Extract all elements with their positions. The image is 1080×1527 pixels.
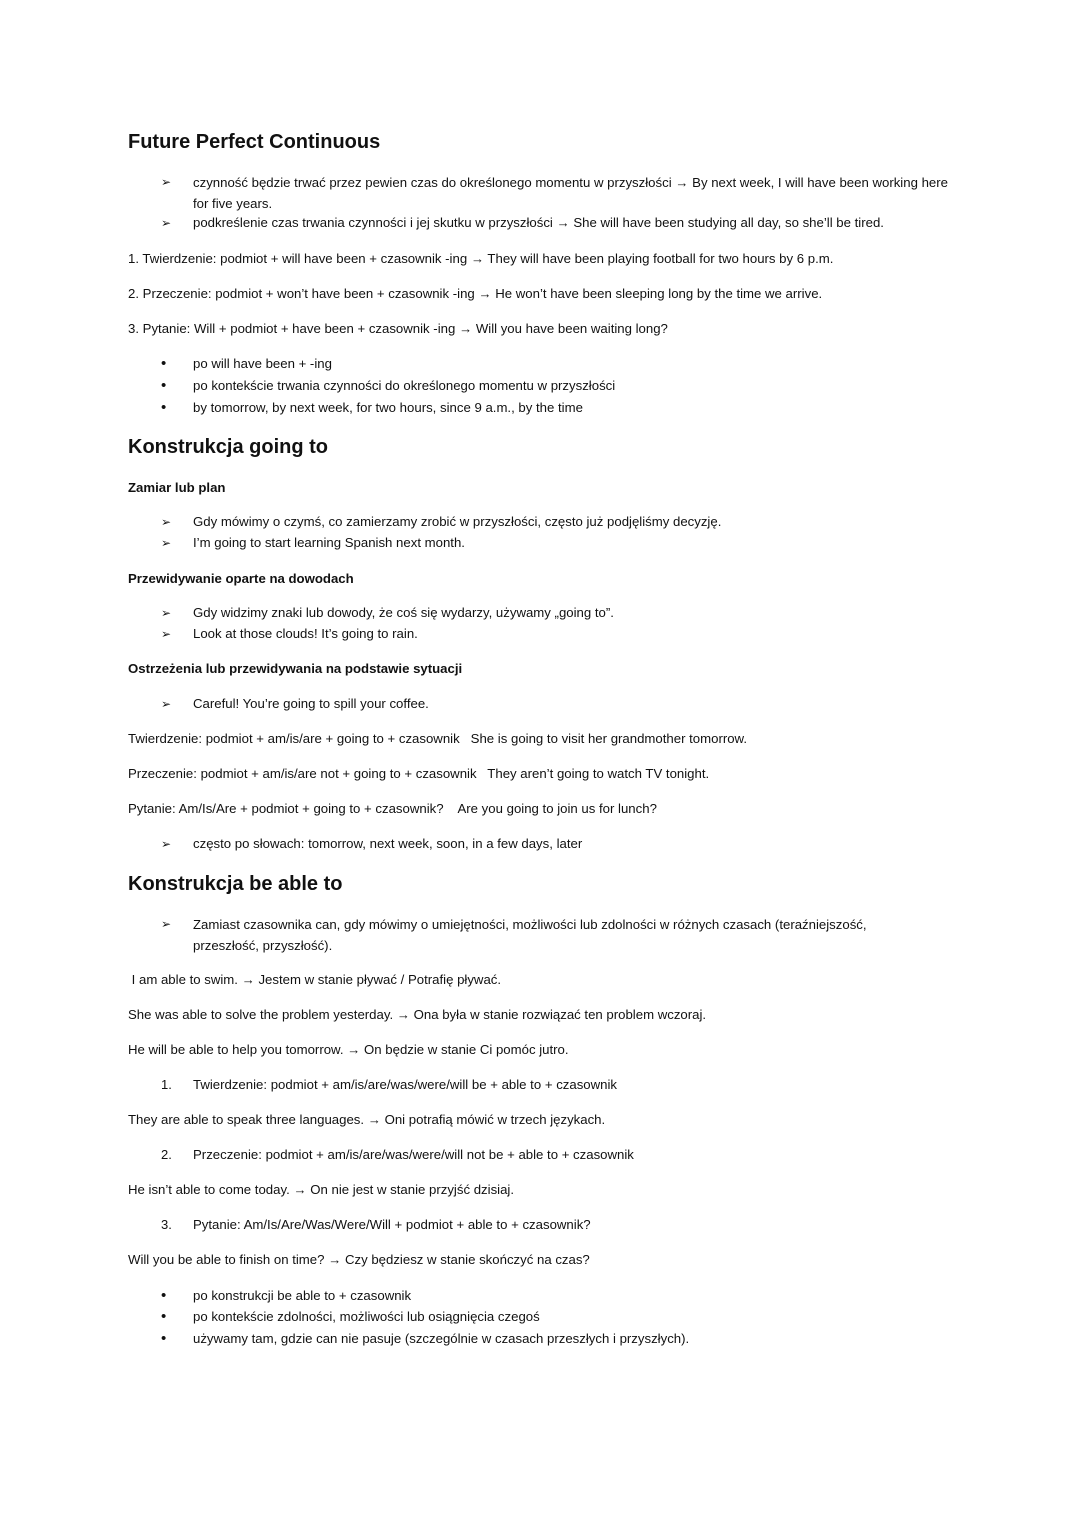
- list-number: 1.: [161, 1077, 172, 1092]
- clue-item: by tomorrow, by next week, for two hours, since 9 a.m., by the time: [193, 400, 583, 415]
- form-question: Pytanie: Am/Is/Are + podmiot + going to + czasownik? Are you going to join us for lunch?: [128, 801, 657, 816]
- bullet-text: Gdy widzimy znaki lub dowody, że coś się wydarzy, używamy „going to”.: [193, 605, 614, 620]
- clue-item: po konstrukcji be able to + czasownik: [193, 1288, 412, 1303]
- dot-bullet-icon: [161, 1331, 166, 1347]
- example-sentence: They are able to speak three languages. → Oni potrafią mówić w trzech językach.: [128, 1112, 606, 1127]
- section-title-going-to: Konstrukcja going to: [128, 436, 328, 458]
- arrow-bullet-icon: [161, 836, 171, 852]
- subheading: Zamiar lub plan: [128, 480, 226, 495]
- bullet-text: I’m going to start learning Spanish next month.: [193, 535, 465, 550]
- arrow-bullet-icon: [161, 696, 171, 712]
- dot-bullet-icon: [161, 1288, 166, 1304]
- clue-item: używamy tam, gdzie can nie pasuje (szczególnie w czasach przeszłych i przyszłych).: [193, 1331, 690, 1346]
- section-title-future-perfect-continuous: Future Perfect Continuous: [128, 131, 381, 153]
- example-sentence: She was able to solve the problem yesterday. → Ona była w stanie rozwiązać ten problem wczoraj.: [128, 1007, 707, 1022]
- form-affirmative: Twierdzenie: podmiot + am/is/are + going to + czasownik She is going to visit her grandmother tomorrow.: [128, 731, 748, 746]
- form-negative: 2. Przeczenie: podmiot + won’t have been + czasownik -ing → He won’t have been sleeping long by the time we arrive.: [128, 286, 823, 301]
- bullet-text: czynność będzie trwać przez pewien czas do określonego momentu w przyszłości → By next week, I will have been working here for five years.: [193, 175, 948, 211]
- arrow-bullet-icon: [161, 605, 171, 621]
- example-sentence: Will you be able to finish on time? → Czy będziesz w stanie skończyć na czas?: [128, 1252, 590, 1267]
- bullet-text: Look at those clouds! It’s going to rain.: [193, 626, 418, 641]
- dot-bullet-icon: [161, 1309, 166, 1325]
- bullet-text: podkreślenie czas trwania czynności i jej skutku w przyszłości → She will have been studying all day, so she’ll be tired.: [193, 215, 884, 230]
- form-negative: Przeczenie: podmiot + am/is/are/was/were/will not be + able to + czasownik: [193, 1147, 634, 1162]
- clue-item: po kontekście zdolności, możliwości lub osiągnięcia czegoś: [193, 1309, 540, 1324]
- clue-item: po kontekście trwania czynności do określonego momentu w przyszłości: [193, 378, 616, 393]
- form-affirmative: Twierdzenie: podmiot + am/is/are/was/were/will be + able to + czasownik: [193, 1077, 618, 1092]
- bullet-text: Gdy mówimy o czymś, co zamierzamy zrobić w przyszłości, często już podjęliśmy decyzję.: [193, 514, 722, 529]
- arrow-bullet-icon: [161, 215, 171, 231]
- bullet-text: Careful! You’re going to spill your coffee.: [193, 696, 429, 711]
- form-affirmative: 1. Twierdzenie: podmiot + will have been + czasownik -ing → They will have been playing football for two hours by 6 p.m.: [128, 251, 834, 266]
- dot-bullet-icon: [161, 356, 166, 372]
- clue-item: często po słowach: tomorrow, next week, soon, in a few days, later: [193, 836, 583, 851]
- list-number: 2.: [161, 1147, 172, 1162]
- dot-bullet-icon: [161, 400, 166, 416]
- list-number: 3.: [161, 1217, 172, 1232]
- subheading: Ostrzeżenia lub przewidywania na podstawie sytuacji: [128, 661, 463, 676]
- clue-item: po will have been + -ing: [193, 356, 332, 371]
- example-sentence: He isn’t able to come today. → On nie jest w stanie przyjść dzisiaj.: [128, 1182, 515, 1197]
- example-sentence: He will be able to help you tomorrow. → On będzie w stanie Ci pomóc jutro.: [128, 1042, 569, 1057]
- arrow-bullet-icon: [161, 916, 171, 932]
- arrow-bullet-icon: [161, 174, 171, 190]
- arrow-bullet-icon: [161, 514, 171, 530]
- arrow-bullet-icon: [161, 535, 171, 551]
- form-question: Pytanie: Am/Is/Are/Was/Were/Will + podmiot + able to + czasownik?: [193, 1217, 591, 1232]
- form-negative: Przeczenie: podmiot + am/is/are not + going to + czasownik They aren’t going to watch TV tonight.: [128, 766, 710, 781]
- form-question: 3. Pytanie: Will + podmiot + have been + czasownik -ing → Will you have been waiting long?: [128, 321, 668, 336]
- arrow-bullet-icon: [161, 626, 171, 642]
- section-title-be-able-to: Konstrukcja be able to: [128, 873, 343, 895]
- dot-bullet-icon: [161, 378, 166, 394]
- example-sentence: I am able to swim. → Jestem w stanie pływać / Potrafię pływać.: [128, 972, 502, 987]
- subheading: Przewidywanie oparte na dowodach: [128, 571, 354, 586]
- bullet-text: Zamiast czasownika can, gdy mówimy o umiejętności, możliwości lub zdolności w różnych czasach (teraźniejszość, przeszłość, przyszłość).: [193, 917, 867, 953]
